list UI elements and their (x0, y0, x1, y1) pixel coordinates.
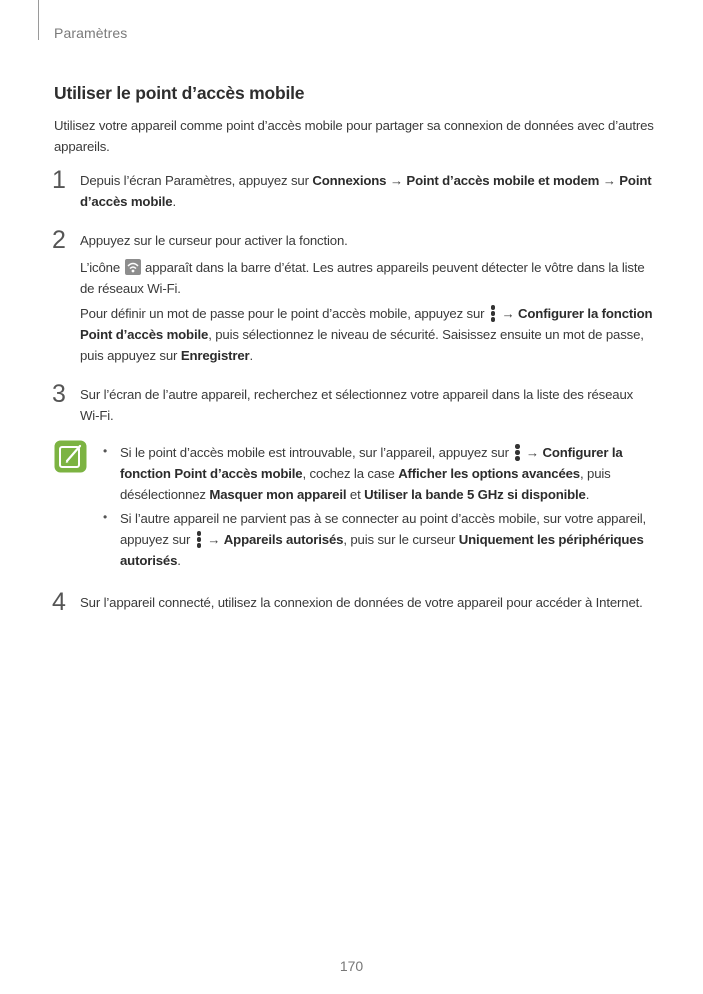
step-2-password-text: Pour définir un mot de passe pour le point d’accès mobile, appuyez sur → Configurer la fonction Point d’accès mobile, puis sélectionnez le niveau de sécurité. Saisissez ensuite un mot de passe, puis appuyez sur Enregistrer. (80, 306, 653, 363)
step-number-3: 3 (52, 380, 66, 408)
note-icon (54, 440, 87, 473)
step-number-1: 1 (52, 166, 66, 194)
header-divider (38, 0, 39, 40)
section-title: Utiliser le point d’accès mobile (54, 83, 305, 103)
step-number-4: 4 (52, 588, 66, 616)
step-1-text: Depuis l’écran Paramètres, appuyez sur Connexions → Point d’accès mobile et modem → Point d’accès mobile. (80, 173, 652, 209)
step-2-icon-text: L’icône apparaît dans la barre d’état. Les autres appareils peuvent détecter le vôtre dans la liste de réseaux Wi-Fi. (80, 260, 645, 296)
note-item-1: Si le point d’accès mobile est introuvable, sur l’appareil, appuyez sur → Configurer la fonction Point d’accès mobile, cochez la case Afficher les options avancées, puis désélectionnez Masquer mon appareil et Utiliser la bande 5 GHz si disponible. (120, 445, 623, 502)
more-options-icon (514, 443, 520, 461)
more-options-icon (196, 530, 202, 548)
step-2-text: Appuyez sur le curseur pour activer la fonction. (80, 233, 348, 248)
more-options-icon (490, 304, 496, 322)
step-4-text: Sur l’appareil connecté, utilisez la connexion de données de votre appareil pour accéder à Internet. (80, 595, 643, 610)
page-number: 170 (339, 958, 364, 974)
note-bullet-1: • (103, 444, 108, 458)
step-3-text: Sur l’écran de l’autre appareil, recherchez et sélectionnez votre appareil dans la liste des réseaux Wi-Fi. (80, 387, 634, 423)
note-item-2: Si l’autre appareil ne parvient pas à se connecter au point d’accès mobile, sur votre appareil, appuyez sur → Appareils autorisés, puis sur le curseur Uniquement les périphériques autorisés. (120, 511, 647, 568)
header-title: Paramètres (54, 25, 128, 41)
step-number-2: 2 (52, 226, 66, 254)
note-bullet-2: • (103, 510, 108, 524)
intro-paragraph: Utilisez votre appareil comme point d’accès mobile pour partager sa connexion de données avec d’autres appareils. (54, 118, 654, 154)
mobile-hotspot-icon (125, 259, 141, 275)
